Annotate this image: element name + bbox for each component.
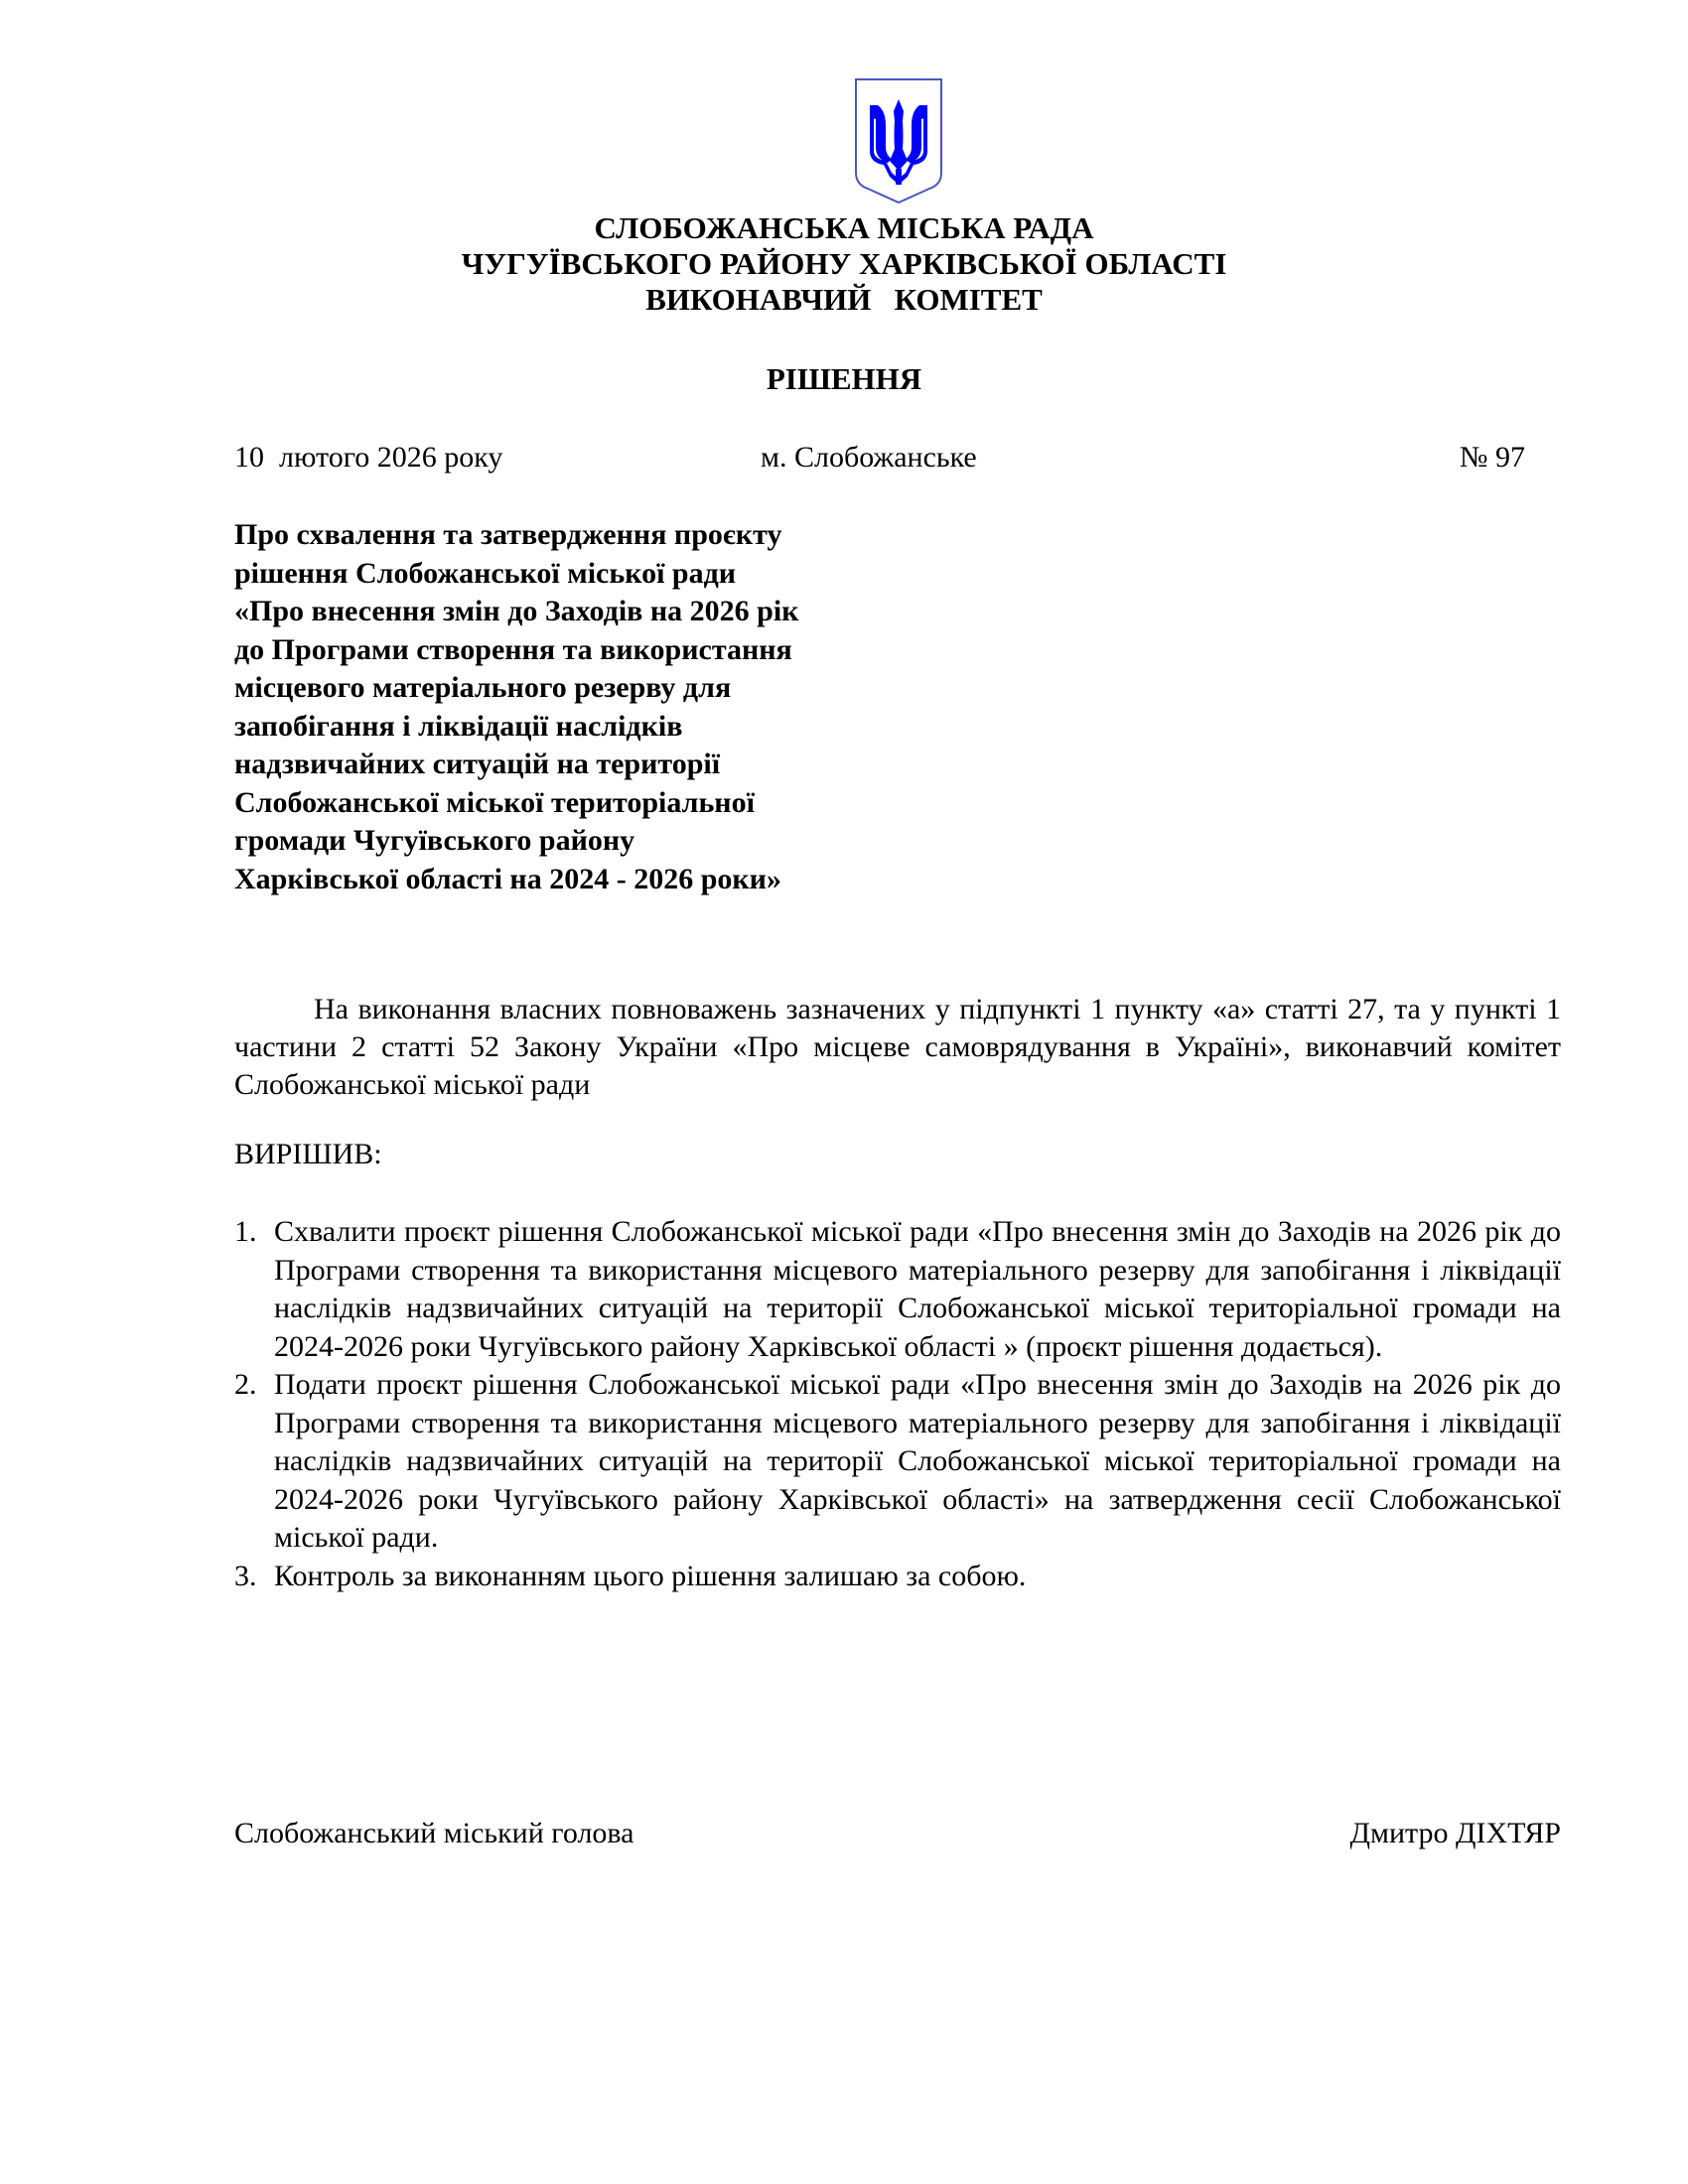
- subject-line: надзвичайних ситуацій на території: [234, 748, 721, 780]
- document-subject: [234, 516, 929, 898]
- decision-item: [234, 1213, 1561, 1366]
- item-number: 1.: [234, 1215, 257, 1248]
- subject-line: Слобожанської міської територіальної: [234, 785, 755, 819]
- item-number: 2.: [234, 1368, 257, 1401]
- document-date: 10 лютого 2026 року: [234, 441, 503, 474]
- subject-line: рішення Слобожанської міської ради: [234, 556, 737, 590]
- decision-item: [234, 1366, 1561, 1558]
- signatory-name: Дмитро ДІХТЯР: [1349, 1817, 1561, 1849]
- signature-block: [234, 1817, 1561, 1856]
- subject-line: «Про внесення змін до Заходів на 2026 рік: [234, 595, 799, 627]
- item-text: Подати проєкт рішення Слобожанської міської ради «Про внесення змін до Заходів на 2026 рік до Програми створення та використання місцевого матеріального резерву для запобігання і ліквідації наслідків надзвичайних ситуацій на території Слобожанської міської територіальної громади на 2024-2026 роки Чугуївського району Харківської області» на затвердження сесії Слобожанської міської ради.: [274, 1368, 1561, 1554]
- coat-of-arms-icon: [854, 77, 943, 206]
- subject-line: Про схвалення та затвердження проєкту: [234, 518, 782, 551]
- subject-line: до Програми створення та використання: [234, 632, 792, 666]
- preamble-paragraph: На виконання власних повноважень зазначених у підпункті 1 пункту «а» статті 27, та у пункті 1 частини 2 статті 52 Закону України «Про місцеве самоврядування в Україні», виконавчий комітет Слобожанської міської ради: [234, 993, 1561, 1101]
- item-number: 3.: [234, 1559, 257, 1592]
- document-city: м. Слобожанське: [761, 441, 977, 474]
- subject-line: Харківської області на 2024 - 2026 роки»: [234, 862, 781, 895]
- subject-line: місцевого матеріального резерву для: [234, 671, 732, 704]
- document-number: № 97: [1459, 441, 1525, 474]
- subject-line: громади Чугуївського району: [234, 824, 635, 857]
- issuer-line: СЛОБОЖАНСЬКА МІСЬКА РАДА: [594, 210, 1094, 245]
- issuer-line: ВИКОНАВЧИЙ КОМІТЕТ: [645, 282, 1043, 317]
- decision-items-list: [234, 1213, 1561, 1595]
- subject-line: запобігання і ліквідації наслідків: [234, 709, 683, 743]
- decision-item: [234, 1558, 1561, 1596]
- item-text: Контроль за виконанням цього рішення залишаю за собою.: [274, 1559, 1027, 1592]
- document-type-title: РІШЕННЯ: [766, 361, 922, 396]
- resolved-label: ВИРІШИВ:: [234, 1138, 382, 1170]
- signatory-title: Слобожанський міський голова: [234, 1817, 634, 1849]
- issuer-line: ЧУГУЇВСЬКОГО РАЙОНУ ХАРКІВСЬКОЇ ОБЛАСТІ: [461, 246, 1227, 281]
- item-text: Схвалити проєкт рішення Слобожанської міської ради «Про внесення змін до Заходів на 2026 рік до Програми створення та використання місцевого матеріального резерву для запобігання і ліквідації наслідків надзвичайних ситуацій на території Слобожанської міської територіальної громади на 2024-2026 роки Чугуївського району Харківської області » (проєкт рішення додається).: [274, 1215, 1561, 1363]
- issuer-header: [0, 210, 1688, 318]
- document-meta: [234, 441, 1525, 480]
